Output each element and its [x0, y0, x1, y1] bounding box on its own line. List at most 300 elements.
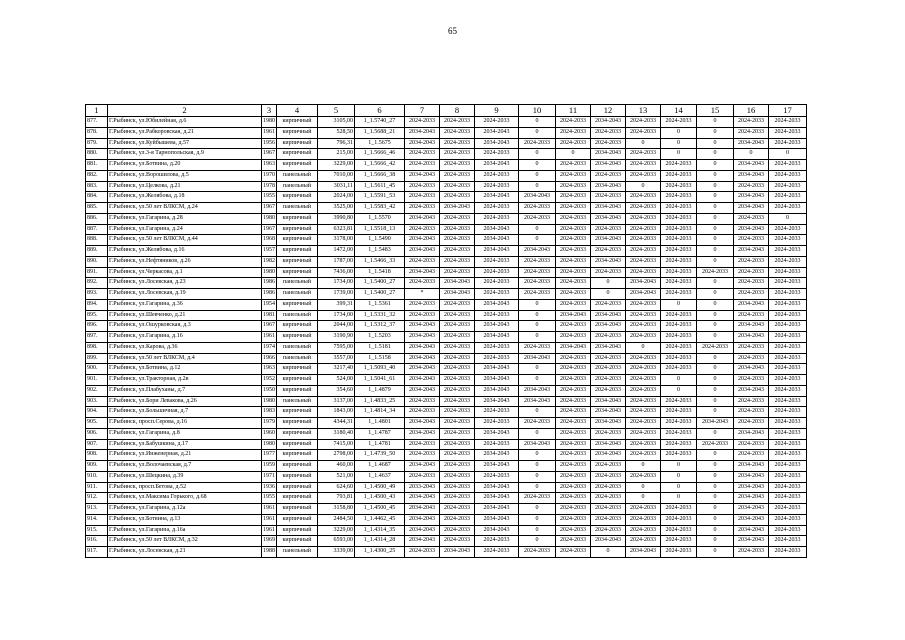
- table-cell: 2024-2033: [591, 224, 626, 235]
- table-cell: 2024-2033: [440, 299, 475, 310]
- table-cell: 1967: [262, 321, 277, 332]
- table-cell: 2024-2033: [440, 332, 475, 343]
- table-cell: 0: [734, 149, 769, 160]
- table-cell: 1734,00: [318, 278, 355, 289]
- table-cell: 1960: [262, 428, 277, 439]
- table-cell: 2034-2043: [697, 418, 734, 429]
- table-cell: 0: [661, 385, 697, 396]
- table-cell: 2024-2033: [440, 450, 475, 461]
- table-cell: 2024-2033: [556, 299, 591, 310]
- table-cell: 2024-2033: [769, 514, 807, 525]
- table-cell: 2024-2033: [661, 428, 697, 439]
- table-cell: 2024-2033: [661, 203, 697, 214]
- table-cell: 2024-2033: [661, 213, 697, 224]
- table-cell: 0: [697, 461, 734, 472]
- table-cell: 2024-2033: [440, 396, 475, 407]
- table-cell: 1_1.5675: [355, 138, 405, 149]
- table-cell: кирпичный: [277, 213, 318, 224]
- table-cell: 2034-2043: [734, 203, 769, 214]
- table-cell: Г.Рыбинск, ул.Бабушкина, д.17: [108, 439, 262, 450]
- table-cell: 0: [697, 375, 734, 386]
- table-cell: 2024-2033: [591, 299, 626, 310]
- table-cell: 1_1.4687: [355, 461, 405, 472]
- table-cell: 1974: [262, 342, 277, 353]
- column-number-header: 12: [591, 105, 626, 117]
- table-cell: Г.Рыбинск, ул.Шевченко, д.21: [108, 310, 262, 321]
- column-number-header: 14: [661, 105, 697, 117]
- column-number-header: 8: [440, 105, 475, 117]
- table-cell: 2024-2033: [591, 514, 626, 525]
- table-cell: 0: [519, 181, 556, 192]
- table-cell: 2024-2033: [661, 289, 697, 300]
- table-cell: 2034-2043: [591, 407, 626, 418]
- table-cell: 0: [519, 461, 556, 472]
- table-cell: Г.Рыбинск, ул.Ворошилова, д.5: [108, 170, 262, 181]
- table-cell: 1961: [262, 525, 277, 536]
- table-cell: Г.Рыбинск, ул.Нефтяников, д.26: [108, 256, 262, 267]
- table-cell: 2024-2033: [440, 213, 475, 224]
- table-cell: 881.: [86, 160, 108, 171]
- table-cell: 0: [661, 482, 697, 493]
- table-row: [86, 418, 807, 429]
- table-cell: 2024-2033: [475, 203, 519, 214]
- table-cell: Г.Рыбинск, ул.Бори Левакова, д.26: [108, 396, 262, 407]
- table-cell: 399,31: [318, 299, 355, 310]
- table-cell: 2798,00: [318, 450, 355, 461]
- table-cell: 2024-2033: [440, 385, 475, 396]
- table-cell: 905.: [86, 418, 108, 429]
- table-cell: Г.Рыбинск, ул.Целкова, д.21: [108, 181, 262, 192]
- table-cell: кирпичный: [277, 321, 318, 332]
- table-cell: 2024-2033: [769, 439, 807, 450]
- table-cell: 2024-2033: [734, 396, 769, 407]
- table-cell: кирпичный: [277, 117, 318, 128]
- table-cell: 2024-2033: [556, 385, 591, 396]
- table-cell: Г.Рыбинск, ул.Большичная, д.7: [108, 407, 262, 418]
- table-cell: 2024-2033: [734, 418, 769, 429]
- table-cell: 2034-2043: [519, 353, 556, 364]
- table-cell: 2024-2033: [591, 138, 626, 149]
- table-cell: 0: [697, 385, 734, 396]
- table-cell: Г.Рыбинск, ул.Ботвина, д.12: [108, 364, 262, 375]
- table-row: [86, 235, 807, 246]
- table-cell: 0: [519, 170, 556, 181]
- table-row: [86, 138, 807, 149]
- table-cell: 0: [697, 353, 734, 364]
- table-cell: 0: [697, 278, 734, 289]
- table-cell: 2024-2033: [661, 160, 697, 171]
- table-cell: 2024-2033: [556, 289, 591, 300]
- table-cell: 0: [591, 278, 626, 289]
- table-cell: 1967: [262, 149, 277, 160]
- table-cell: 2034-2043: [475, 192, 519, 203]
- table-cell: 2024-2033: [734, 547, 769, 558]
- table-cell: 2024-2033: [626, 310, 661, 321]
- table-cell: 2034-2043: [734, 299, 769, 310]
- column-number-header: 2: [108, 105, 262, 117]
- table-cell: 2024-2033: [556, 428, 591, 439]
- table-cell: 0: [697, 525, 734, 536]
- table-cell: 2034-2043: [556, 342, 591, 353]
- table-cell: 2024-2033: [661, 256, 697, 267]
- table-cell: 3031,11: [318, 181, 355, 192]
- table-cell: 2024-2033: [475, 213, 519, 224]
- table-cell: 2024-2033: [591, 385, 626, 396]
- table-cell: 914.: [86, 514, 108, 525]
- table-cell: 0: [697, 299, 734, 310]
- column-number-header: 11: [556, 105, 591, 117]
- table-cell: 1_1.5418: [355, 267, 405, 278]
- table-cell: 0: [626, 138, 661, 149]
- table-cell: кирпичный: [277, 192, 318, 203]
- table-cell: 0: [661, 375, 697, 386]
- table-cell: 2024-2033: [591, 461, 626, 472]
- table-cell: 0: [697, 493, 734, 504]
- table-cell: 901.: [86, 375, 108, 386]
- table-cell: Г.Рыбинск, ул.50 лет ВЛКСМ, д.44: [108, 235, 262, 246]
- table-cell: 2024-2033: [769, 504, 807, 515]
- table-row: [86, 364, 807, 375]
- table-cell: 2024-2033: [734, 278, 769, 289]
- table-cell: 1472,00: [318, 246, 355, 257]
- table-cell: 2024-2033: [769, 471, 807, 482]
- table-cell: 897.: [86, 332, 108, 343]
- table-cell: 0: [519, 321, 556, 332]
- table-cell: 2024-2033: [440, 192, 475, 203]
- table-cell: 2024-2033: [556, 246, 591, 257]
- table-cell: 2034-2043: [734, 536, 769, 547]
- table-row: [86, 547, 807, 558]
- table-cell: 0: [626, 493, 661, 504]
- table-cell: 4344,31: [318, 418, 355, 429]
- table-cell: 2024-2033: [626, 321, 661, 332]
- table-cell: 2034-2043: [734, 482, 769, 493]
- table-cell: 1961: [262, 332, 277, 343]
- table-cell: 2024-2033: [769, 203, 807, 214]
- column-number-header: 9: [475, 105, 519, 117]
- table-cell: кирпичный: [277, 439, 318, 450]
- table-cell: 2024-2033: [440, 224, 475, 235]
- table-cell: 0: [697, 127, 734, 138]
- table-cell: 2034-2043: [405, 235, 440, 246]
- table-cell: 0: [697, 471, 734, 482]
- table-cell: Г.Рыбинск, ул.Лосевская, д.23: [108, 278, 262, 289]
- table-cell: 2024-2033: [626, 170, 661, 181]
- table-cell: 2034-2043: [734, 192, 769, 203]
- table-cell: 1_1.5331_32: [355, 310, 405, 321]
- table-cell: кирпичный: [277, 385, 318, 396]
- table-cell: 2024-2033: [405, 396, 440, 407]
- table-row: [86, 450, 807, 461]
- table-cell: 2024-2033: [556, 525, 591, 536]
- table-cell: 0: [697, 224, 734, 235]
- table-cell: 1_1.5483: [355, 246, 405, 257]
- table-cell: Г.Рыбинск, ул.Инженерная, д.21: [108, 450, 262, 461]
- table-cell: 1_1.4314_35: [355, 525, 405, 536]
- table-cell: панельный: [277, 203, 318, 214]
- table-row: [86, 203, 807, 214]
- table-cell: 0: [697, 289, 734, 300]
- table-cell: 1977: [262, 450, 277, 461]
- table-cell: 1963: [262, 160, 277, 171]
- table-cell: 2024-2033: [734, 439, 769, 450]
- table-cell: 2024-2033: [626, 514, 661, 525]
- table-cell: 0: [519, 332, 556, 343]
- table-cell: 2024-2033: [440, 117, 475, 128]
- table-cell: 2024-2033: [661, 525, 697, 536]
- table-cell: 0: [697, 246, 734, 257]
- table-cell: 1_1.5400_27: [355, 278, 405, 289]
- table-cell: 2024-2033: [626, 471, 661, 482]
- table-cell: 0: [697, 192, 734, 203]
- table-row: [86, 504, 807, 515]
- table-cell: 0: [519, 450, 556, 461]
- table-cell: 2024-2033: [519, 203, 556, 214]
- table-cell: 2024-2033: [440, 127, 475, 138]
- table-cell: 2024-2033: [556, 117, 591, 128]
- table-cell: 2024-2033: [556, 396, 591, 407]
- table-cell: 2034-2043: [475, 461, 519, 472]
- table-cell: 2024-2033: [661, 450, 697, 461]
- table-row: [86, 149, 807, 160]
- table-cell: 1_1.5740_27: [355, 117, 405, 128]
- table-cell: 2024-2033: [405, 181, 440, 192]
- table-cell: 2034-2043: [405, 332, 440, 343]
- table-cell: 2024-2033: [661, 321, 697, 332]
- table-cell: 0: [661, 138, 697, 149]
- table-cell: 2024-2033: [556, 160, 591, 171]
- table-cell: 2024-2033: [405, 203, 440, 214]
- table-row: [86, 332, 807, 343]
- table-row: [86, 170, 807, 181]
- table-cell: 1961: [262, 514, 277, 525]
- table-cell: 1739,00: [318, 289, 355, 300]
- table-row: [86, 160, 807, 171]
- table-cell: 0: [697, 203, 734, 214]
- table-cell: 2024-2033: [556, 493, 591, 504]
- table-cell: 3190,90: [318, 332, 355, 343]
- table-cell: 2024-2033: [556, 461, 591, 472]
- table-cell: Г.Рыбинск, ул.Ботвина, д.13: [108, 514, 262, 525]
- table-cell: 2034-2043: [405, 127, 440, 138]
- table-cell: 2024-2033: [626, 407, 661, 418]
- table-cell: 2024-2033: [556, 439, 591, 450]
- table-cell: 890.: [86, 256, 108, 267]
- table-cell: 2024-2033: [405, 450, 440, 461]
- table-cell: 2034-2043: [475, 299, 519, 310]
- table-cell: 2024-2033: [405, 160, 440, 171]
- table-cell: 2024-2033: [440, 493, 475, 504]
- table-cell: 2034-2043: [519, 396, 556, 407]
- table-cell: 2024-2033: [769, 342, 807, 353]
- table-row: [86, 267, 807, 278]
- table-cell: 2034-2043: [591, 450, 626, 461]
- column-number-header: 15: [697, 105, 734, 117]
- table-cell: 2034-2043: [405, 504, 440, 515]
- column-number-header: 17: [769, 105, 807, 117]
- table-cell: 2024-2033: [556, 514, 591, 525]
- table-cell: 2024-2033: [734, 450, 769, 461]
- table-cell: 2024-2033: [769, 138, 807, 149]
- table-cell: 0: [519, 514, 556, 525]
- table-cell: 2024-2033: [556, 127, 591, 138]
- table-cell: 2024,00: [318, 192, 355, 203]
- table-cell: 2024-2033: [519, 138, 556, 149]
- table-cell: 0: [519, 525, 556, 536]
- table-cell: 2024-2033: [440, 407, 475, 418]
- table-cell: 1_1.5093_40: [355, 364, 405, 375]
- table-cell: 2024-2033: [734, 213, 769, 224]
- table-cell: 2024-2033: [661, 407, 697, 418]
- table-cell: 1980: [262, 213, 277, 224]
- table-cell: 2024-2033: [440, 170, 475, 181]
- table-cell: 0: [697, 321, 734, 332]
- table-cell: 2024-2033: [556, 364, 591, 375]
- table-cell: 2034-2043: [734, 321, 769, 332]
- table-cell: 2034-2043: [405, 385, 440, 396]
- table-cell: 2024-2033: [697, 267, 734, 278]
- table-cell: 2024-2033: [440, 342, 475, 353]
- table-cell: 2034-2043: [626, 278, 661, 289]
- table-cell: 2024-2033: [769, 375, 807, 386]
- table-cell: 2034-2043: [519, 192, 556, 203]
- table-cell: 2034-2043: [734, 246, 769, 257]
- table-cell: 903.: [86, 396, 108, 407]
- table-cell: 2034-2043: [475, 396, 519, 407]
- table-cell: 2024-2033: [556, 170, 591, 181]
- table-cell: 2024-2033: [591, 332, 626, 343]
- table-cell: 1_1.5666_38: [355, 170, 405, 181]
- table-cell: 2024-2033: [661, 310, 697, 321]
- table-cell: панельный: [277, 396, 318, 407]
- table-cell: Г.Рыбинск, ул.Гагарина, д.8: [108, 428, 262, 439]
- table-cell: кирпичный: [277, 375, 318, 386]
- table-cell: 2024-2033: [475, 117, 519, 128]
- table-cell: 2024-2033: [626, 256, 661, 267]
- table-cell: 3217,40: [318, 364, 355, 375]
- table-cell: 2024-2033: [769, 353, 807, 364]
- table-cell: 907.: [86, 439, 108, 450]
- table-cell: 2034-2043: [475, 525, 519, 536]
- table-cell: кирпичный: [277, 299, 318, 310]
- table-cell: 2024-2033: [769, 160, 807, 171]
- table-cell: 2024-2033: [440, 138, 475, 149]
- table-cell: 2024-2033: [769, 332, 807, 343]
- table-cell: 2024-2033: [556, 504, 591, 515]
- table-cell: 2024-2033: [519, 342, 556, 353]
- table-cell: 0: [519, 364, 556, 375]
- table-row: [86, 127, 807, 138]
- table-cell: 880.: [86, 149, 108, 160]
- table-cell: 911.: [86, 482, 108, 493]
- table-cell: Г.Рыбинск, ул.Гагарина, д.12а: [108, 504, 262, 515]
- table-cell: 0: [519, 471, 556, 482]
- table-cell: 2034-2043: [440, 278, 475, 289]
- table-cell: панельный: [277, 310, 318, 321]
- table-cell: 2024-2033: [591, 525, 626, 536]
- table-cell: 1954: [262, 299, 277, 310]
- table-cell: 528,50: [318, 127, 355, 138]
- table-cell: 1969: [262, 536, 277, 547]
- table-cell: 1734,00: [318, 310, 355, 321]
- table-row: [86, 310, 807, 321]
- table-cell: 2024-2033: [661, 364, 697, 375]
- table-cell: 2034-2043: [440, 547, 475, 558]
- table-cell: 2024-2033: [556, 213, 591, 224]
- table-cell: 2024-2033: [440, 310, 475, 321]
- table-cell: 2024-2033: [519, 418, 556, 429]
- table-cell: 2024-2033: [475, 418, 519, 429]
- table-cell: 2034-2043: [734, 493, 769, 504]
- table-row: [86, 536, 807, 547]
- table-cell: 0: [626, 342, 661, 353]
- table-cell: 2024-2033: [475, 342, 519, 353]
- table-cell: 2024-2033: [405, 547, 440, 558]
- table-cell: 2034-2043: [734, 332, 769, 343]
- table-cell: 883.: [86, 181, 108, 192]
- table-cell: 2034-2043: [591, 396, 626, 407]
- table-cell: 2034-2043: [440, 289, 475, 300]
- table-cell: 2024-2033: [591, 504, 626, 515]
- table-cell: 2024-2033: [697, 342, 734, 353]
- table-cell: 2034-2043: [405, 525, 440, 536]
- table-cell: Г.Рыбинск, ул.Гагарина, д.28: [108, 213, 262, 224]
- table-cell: 1967: [262, 224, 277, 235]
- table-cell: 2034-2043: [734, 138, 769, 149]
- table-cell: 2024-2033: [697, 439, 734, 450]
- table-cell: 2024-2033: [734, 407, 769, 418]
- table-cell: 877.: [86, 117, 108, 128]
- table-cell: 917.: [86, 547, 108, 558]
- table-cell: 2024-2033: [591, 192, 626, 203]
- table-cell: кирпичный: [277, 246, 318, 257]
- table-cell: 0: [697, 160, 734, 171]
- table-cell: 0: [519, 428, 556, 439]
- table-cell: 912.: [86, 493, 108, 504]
- table-cell: 2024-2033: [405, 224, 440, 235]
- table-row: [86, 407, 807, 418]
- table-cell: 0: [626, 181, 661, 192]
- table-cell: 2034-2043: [475, 138, 519, 149]
- table-cell: панельный: [277, 278, 318, 289]
- table-cell: 2024-2033: [661, 332, 697, 343]
- table-cell: 2024-2033: [440, 482, 475, 493]
- table-row: [86, 299, 807, 310]
- table-cell: 0: [519, 536, 556, 547]
- table-cell: 1963: [262, 364, 277, 375]
- table-cell: 0: [697, 482, 734, 493]
- table-cell: 521,00: [318, 471, 355, 482]
- table-cell: 0: [697, 428, 734, 439]
- table-cell: 1_1.5312_37: [355, 321, 405, 332]
- table-cell: кирпичный: [277, 471, 318, 482]
- column-number-header: 4: [277, 105, 318, 117]
- table-cell: 1982: [262, 256, 277, 267]
- table-cell: 2024-2033: [591, 471, 626, 482]
- table-cell: 2024-2033: [440, 256, 475, 267]
- table-cell: 2024-2033: [556, 224, 591, 235]
- column-number-header: 13: [626, 105, 661, 117]
- column-number-header: 10: [519, 105, 556, 117]
- table-cell: 2024-2033: [626, 224, 661, 235]
- table-cell: 2024-2033: [591, 364, 626, 375]
- table-cell: кирпичный: [277, 364, 318, 375]
- table-cell: 2034-2043: [591, 310, 626, 321]
- table-cell: 2024-2033: [769, 117, 807, 128]
- table-cell: 2024-2033: [519, 547, 556, 558]
- table-cell: 0: [697, 536, 734, 547]
- table-cell: 1_1.5041_61: [355, 375, 405, 386]
